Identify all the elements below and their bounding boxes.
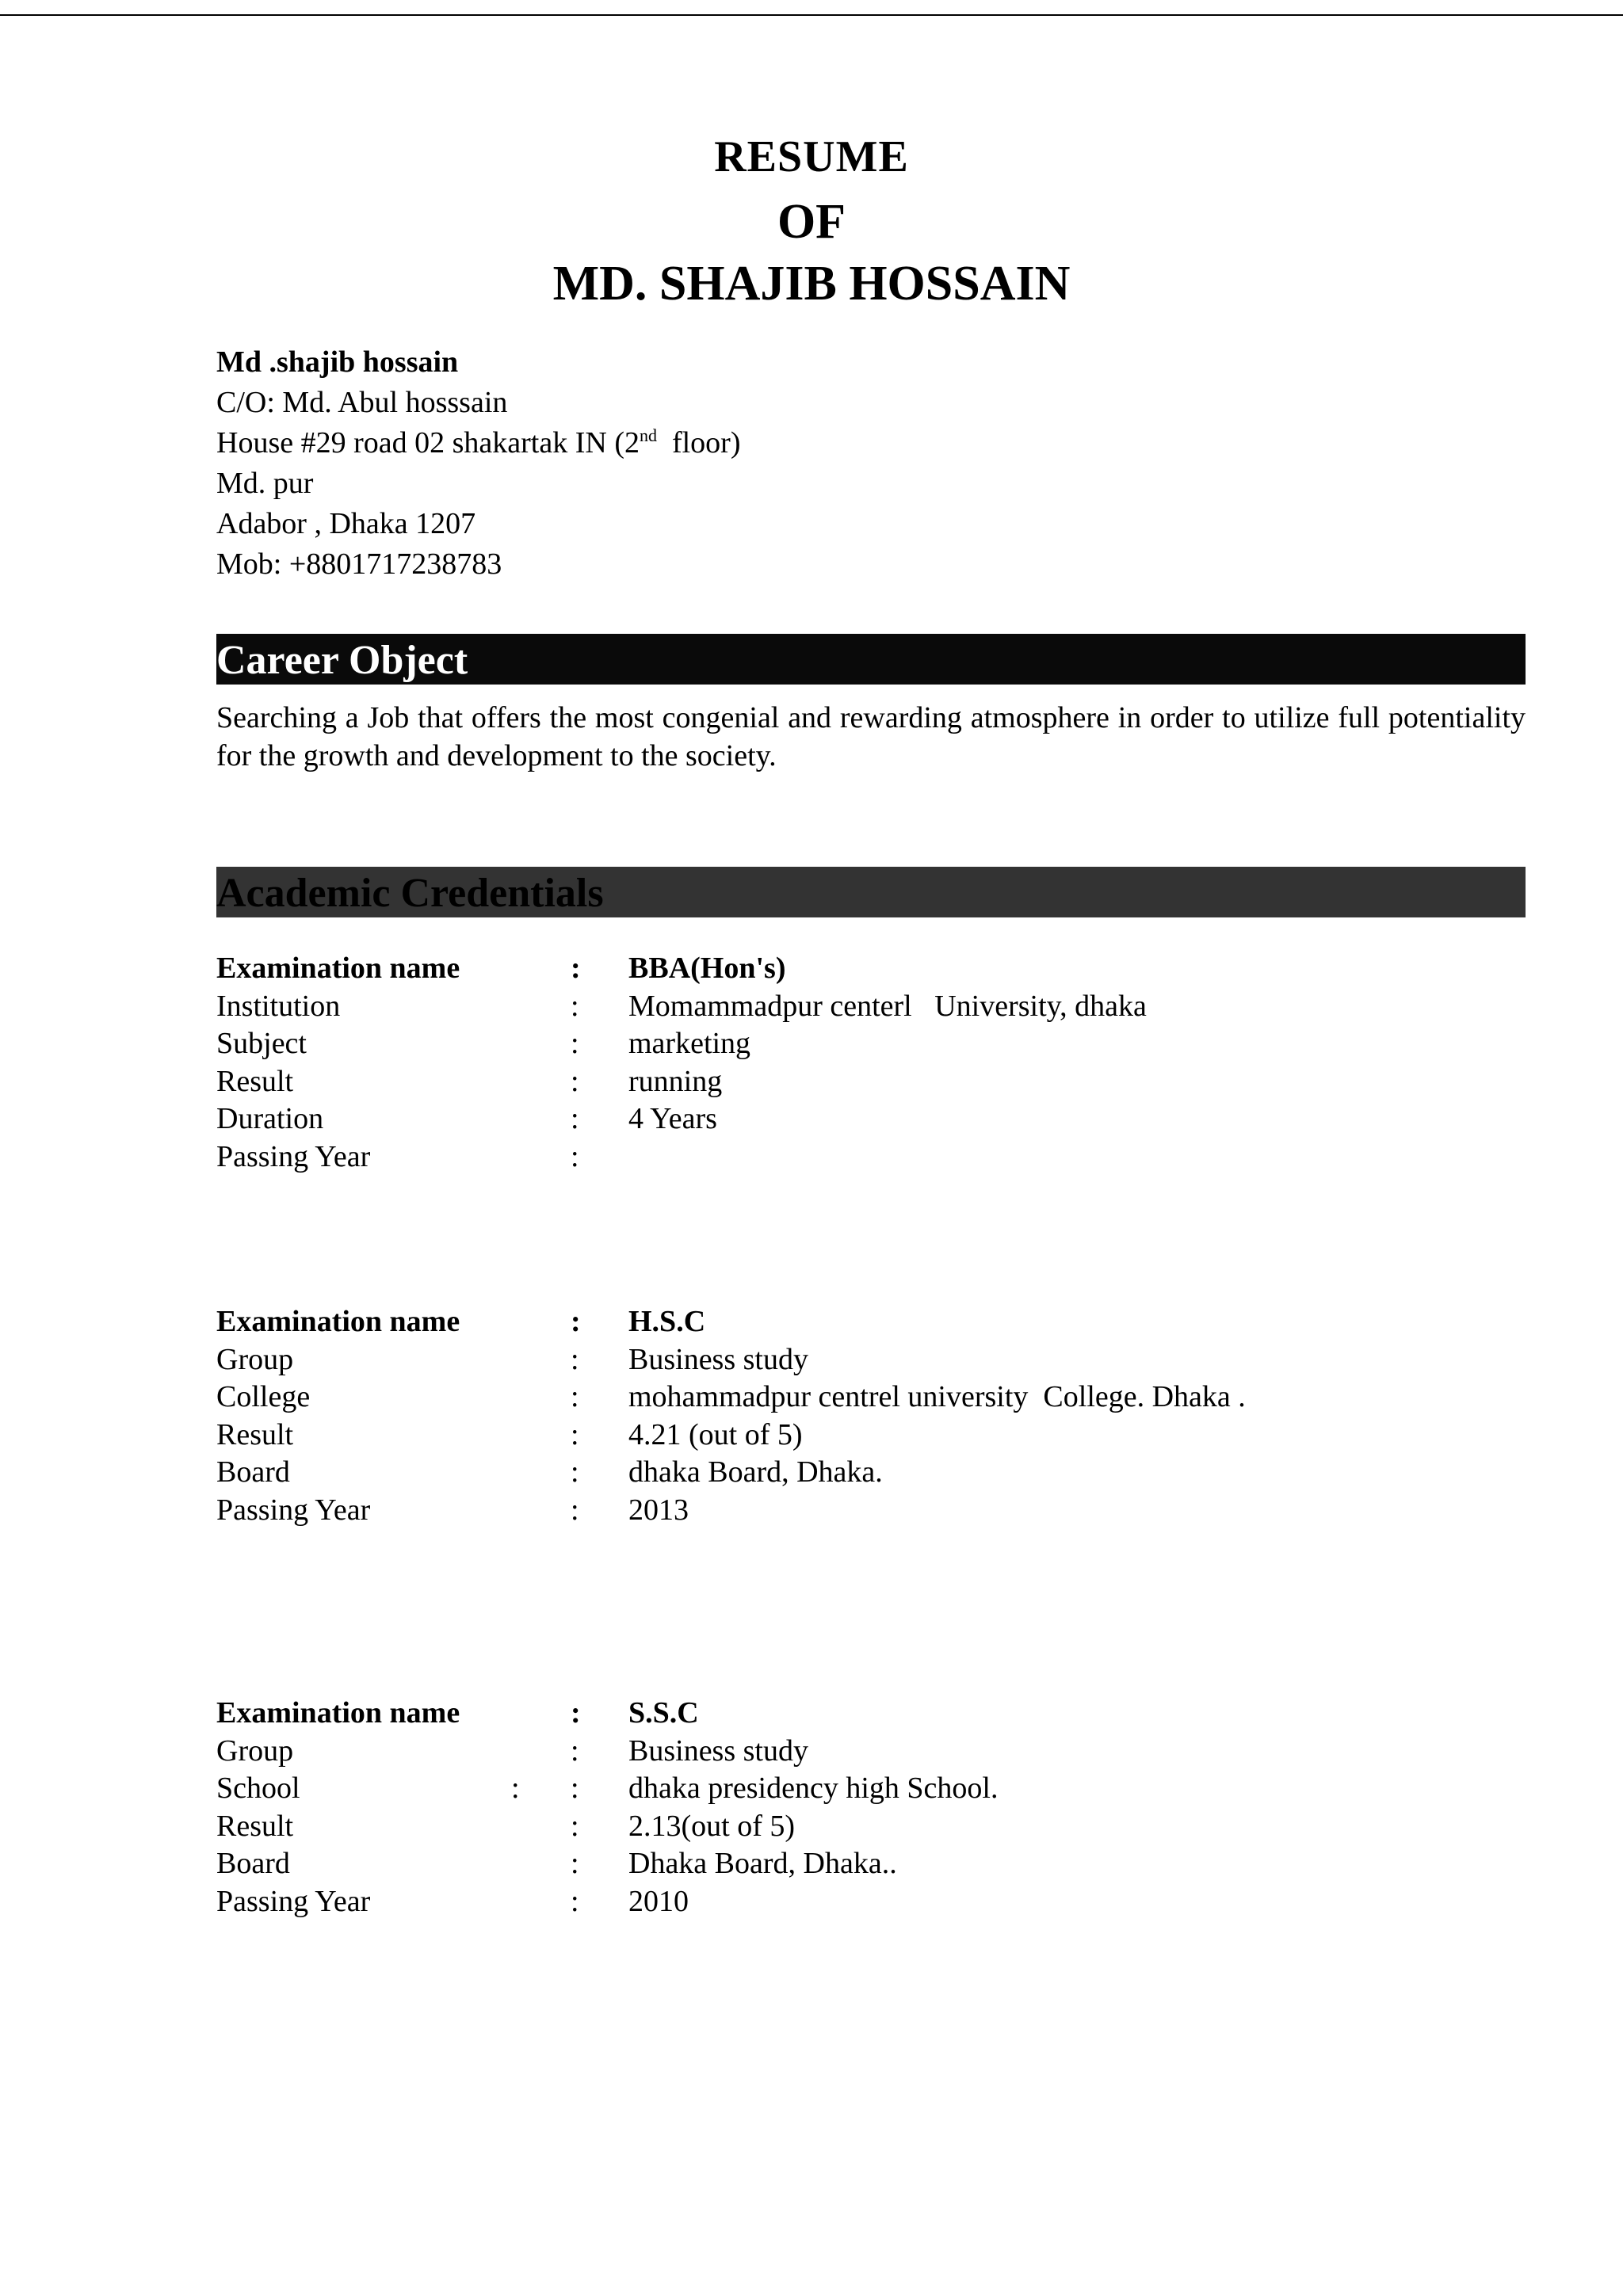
exam-value: S.S.C [628, 1696, 699, 1730]
contact-area: Md. pur [216, 467, 314, 500]
exam-label: School [216, 1772, 300, 1805]
exam-colon: : [571, 952, 581, 985]
exam-colon: : [571, 1064, 579, 1098]
exam-value: 4.21 (out of 5) [628, 1417, 803, 1451]
exam-colon: : [571, 1455, 579, 1489]
exam-colon: : [571, 1305, 581, 1338]
contact-care-of: C/O: Md. Abul hosssain [216, 386, 508, 419]
exam-value: 2010 [628, 1884, 689, 1918]
exam-value: 4 Years [628, 1102, 717, 1135]
contact-city: Adabor , Dhaka 1207 [216, 507, 476, 540]
exam-colon: : [571, 1809, 579, 1843]
exam-value: H.S.C [628, 1305, 706, 1338]
career-object-text: Searching a Job that offers the most congenial and rewarding atmosphere in order to utilize full potentiality for the growth and development to the society. [216, 701, 1526, 772]
exam-label: Result [216, 1064, 294, 1098]
academic-credentials-heading: Academic Credentials [216, 867, 1526, 917]
exam-label: Passing Year [216, 1884, 371, 1918]
exam-colon: : [571, 1380, 579, 1413]
resume-of: OF [777, 195, 846, 249]
exam-label: Board [216, 1847, 290, 1880]
career-object-heading: Career Object [216, 634, 1526, 685]
exam-colon: : [571, 1417, 579, 1451]
exam-label: Result [216, 1417, 294, 1451]
exam-value: Business study [628, 1342, 808, 1376]
contact-name: Md .shajib hossain [216, 345, 459, 379]
exam-label: Duration [216, 1102, 324, 1135]
address-text: House #29 road 02 shakartak IN (2 [216, 426, 640, 460]
exam-label: Group [216, 1733, 294, 1768]
resume-name-title: MD. SHAJIB HOSSAIN [552, 257, 1071, 311]
top-rule [0, 14, 1623, 16]
address-floor: floor) [656, 426, 741, 460]
exam-value: Momammadpur centerl University, dhaka [628, 989, 1147, 1023]
exam-label: Examination name [216, 1305, 460, 1338]
exam-label: Result [216, 1809, 294, 1843]
exam-label: Board [216, 1455, 290, 1489]
exam-label: Examination name [216, 952, 460, 985]
exam-colon: : [571, 1493, 579, 1527]
exam-label: Institution [216, 989, 341, 1023]
exam-colon: : [571, 1027, 579, 1060]
exam-value: dhaka presidency high School. [628, 1772, 999, 1805]
exam-label: College [216, 1380, 311, 1413]
exam-label: Subject [216, 1027, 307, 1060]
exam-value: marketing [628, 1027, 751, 1060]
exam-value: running [628, 1064, 723, 1098]
exam-label: Examination name [216, 1696, 460, 1730]
exam-value: Business study [628, 1733, 808, 1768]
exam-label: Group [216, 1342, 294, 1376]
exam-colon: : [571, 1884, 579, 1918]
exam-value: Dhaka Board, Dhaka.. [628, 1847, 897, 1880]
exam-value: BBA(Hon's) [628, 952, 786, 985]
exam-colon: : [571, 1102, 579, 1135]
exam-label: Passing Year [216, 1493, 371, 1527]
exam-label: Passing Year [216, 1139, 371, 1173]
exam-colon: : [571, 1342, 579, 1376]
exam-value: 2.13(out of 5) [628, 1809, 796, 1843]
exam-value: mohammadpur centrel university College. Dhaka . [628, 1380, 1246, 1413]
exam-value: 2013 [628, 1493, 689, 1527]
exam-colon: : [571, 1696, 581, 1730]
exam-value: dhaka Board, Dhaka. [628, 1455, 883, 1489]
contact-address [216, 423, 741, 463]
exam-colon: : [571, 1847, 579, 1880]
contact-mobile: Mob: +8801717238783 [216, 547, 502, 581]
exam-colon: : [571, 1772, 579, 1805]
exam-colon: : [571, 1733, 579, 1768]
contact-block [216, 342, 741, 585]
address-superscript: nd [639, 425, 657, 445]
exam-colon: : [571, 989, 579, 1023]
resume-title: RESUME [714, 132, 909, 181]
exam-stray-colon: : [511, 1772, 520, 1805]
exam-colon: : [571, 1139, 579, 1173]
